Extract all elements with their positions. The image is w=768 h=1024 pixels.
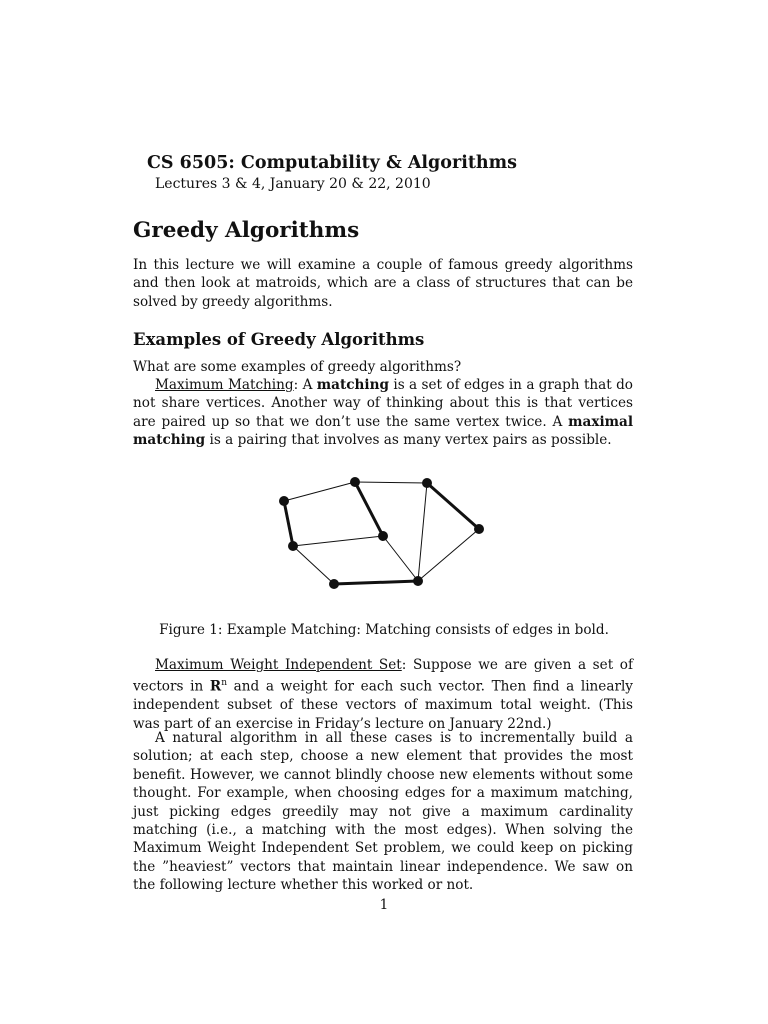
maximal-matching-bold-term: maximal matching (133, 413, 633, 449)
section-heading: Examples of Greedy Algorithms (133, 330, 425, 349)
math-n: n (221, 678, 228, 689)
graph-edge-e-g (293, 546, 334, 584)
mwis-text-a: : Suppose we are given a set of vectors in (133, 657, 633, 695)
mwis-text-b: and a weight for each such vector. Then find a linearly independent subset of these vectors of maximum total weight. (This was part of an exercise in Friday’s lecture on January 22nd.) (133, 678, 633, 732)
matching-sep: : A (293, 377, 317, 393)
matching-graph-figure (270, 470, 500, 600)
matching-edge-g-h (334, 581, 418, 584)
graph-edge-a-b (284, 482, 355, 501)
graph-vertex-c (422, 478, 432, 488)
figure-caption: Figure 1: Example Matching: Matching consists of edges in bold. (159, 622, 609, 638)
matching-edge-a-e (284, 501, 293, 546)
graph-edge-c-h (418, 483, 427, 581)
graph-edge-b-c (355, 482, 427, 483)
math-r: R (209, 678, 222, 695)
matching-term: Maximum Matching (155, 377, 294, 393)
mwis-paragraph (133, 656, 633, 733)
question-paragraph: What are some examples of greedy algorithms? (133, 359, 462, 375)
matching-edge-c-d (427, 483, 479, 529)
graph-vertex-e (288, 541, 298, 551)
graph-vertex-d (474, 524, 484, 534)
matching-edge-b-f (355, 482, 383, 536)
mwis-term: Maximum Weight Independent Set (155, 657, 402, 673)
matching-paragraph (133, 376, 633, 450)
natural-algorithm-paragraph: A natural algorithm in all these cases is to incrementally build a solution; at each step, choose a new element that provides the most benefit. However, we cannot blindly choose new elements without some thought. For example, when choosing edges for a maximum matching, just picking edges greedily may not give a maximum cardinality matching (i.e., a matching with the most edges). When solving the Maximum Weight Independent Set problem, we could keep on picking the ”heaviest” vectors that maintain linear independence. We saw on the following lecture whether this worked or not. (133, 730, 633, 894)
lecture-dates: Lectures 3 & 4, January 20 & 22, 2010 (155, 176, 431, 192)
graph-edge-d-h (418, 529, 479, 581)
page-number: 1 (379, 897, 389, 913)
graph-vertex-a (279, 496, 289, 506)
graph-vertex-b (350, 477, 360, 487)
graph-edge-f-h (383, 536, 418, 581)
graph-edge-e-f (293, 536, 383, 546)
graph-vertex-h (413, 576, 423, 586)
page-title: Greedy Algorithms (133, 218, 360, 243)
course-title: CS 6505: Computability & Algorithms (147, 153, 518, 173)
matching-bold-term: matching (316, 377, 389, 393)
matching-text-2: is a pairing that involves as many vertex pairs as possible. (205, 432, 612, 449)
matching-text-1: is a set of edges in a graph that do not share vertices. Another way of thinking about this is that vertices are paired up so that we don’t use the same vertex twice. A (133, 377, 633, 430)
intro-paragraph: In this lecture we will examine a couple of famous greedy algorithms and then look at matroids, which are a class of structures that can be solved by greedy algorithms. (133, 257, 633, 310)
graph-vertex-g (329, 579, 339, 589)
graph-vertex-f (378, 531, 388, 541)
